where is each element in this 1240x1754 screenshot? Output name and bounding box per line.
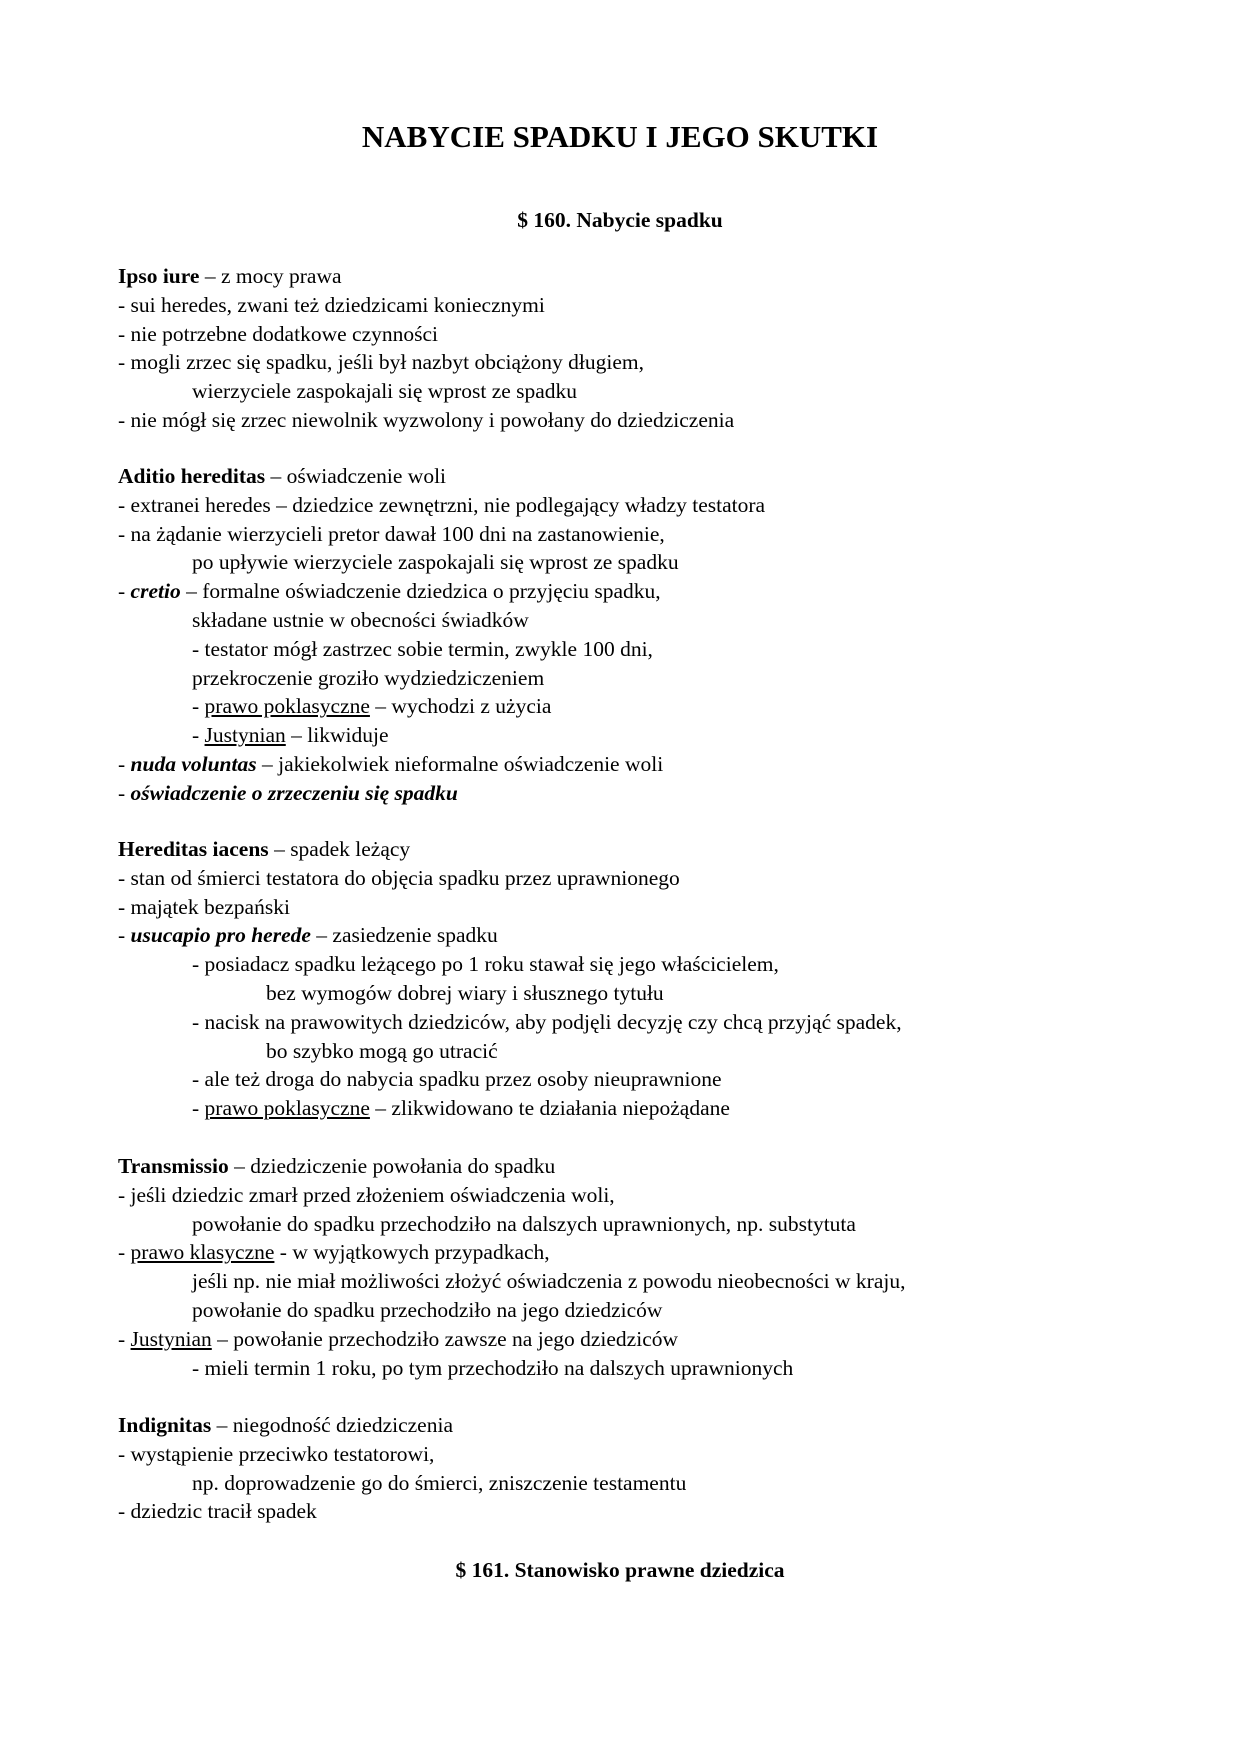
list-item: - extranei heredes – dziedzice zewnętrzni, nie podlegający władzy testatora — [118, 492, 766, 517]
document-title: NABYCIE SPADKU I JEGO SKUTKI — [361, 119, 879, 154]
list-item — [118, 577, 1138, 606]
term-hereditas-iacens: Hereditas iacens — [118, 837, 269, 861]
dash: - — [118, 780, 131, 805]
term-definition: – niegodność dziedziczenia — [211, 1413, 453, 1437]
sub-list-item — [118, 1094, 1138, 1123]
term-line — [118, 262, 1138, 291]
item-text: – formalne oświadczenie dziedzica o przyjęciu spadku, — [180, 579, 661, 604]
list-item-continuation: bez wymogów dobrej wiary i słusznego tytułu — [266, 980, 664, 1005]
term-usucapio-pro-herede: usucapio pro herede — [130, 923, 311, 948]
sub-list-item: - nacisk na prawowitych dziedziców, aby podjęli decyzję czy chcą przyjąć spadek, — [192, 1009, 902, 1034]
list-item — [118, 921, 1138, 950]
list-item-continuation: wierzyciele zaspokajali się wprost ze spadku — [192, 379, 578, 404]
list-item: - wystąpienie przeciwko testatorowi, — [118, 1441, 435, 1466]
list-item-continuation: bo szybko mogą go utracić — [266, 1038, 498, 1063]
section-heading-160: $ 160. Nabycie spadku — [517, 208, 723, 232]
term-ipso-iure: Ipso iure — [118, 264, 200, 288]
dash: - — [192, 1096, 205, 1121]
item-text: – zasiedzenie spadku — [310, 923, 498, 948]
term-cretio: cretio — [130, 579, 181, 604]
term-definition: – oświadczenie woli — [265, 464, 447, 488]
item-text: – jakiekolwiek nieformalne oświadczenie woli — [256, 751, 664, 776]
sub-list-item: - posiadacz spadku leżącego po 1 roku stawał się jego właścicielem, — [192, 952, 779, 977]
sub-list-item: - ale też droga do nabycia spadku przez osoby nieuprawnione — [192, 1067, 722, 1092]
list-item — [118, 779, 1138, 808]
list-item — [118, 1325, 1138, 1354]
section-indignitas — [118, 1411, 1138, 1526]
term-transmissio: Transmissio — [118, 1154, 229, 1178]
list-item: - sui heredes, zwani też dziedzicami koniecznymi — [118, 292, 545, 317]
dash: - — [118, 1240, 131, 1265]
dash: - — [118, 751, 131, 776]
sub-list-item — [118, 721, 1138, 750]
term-line — [118, 835, 1138, 864]
item-text: – wychodzi z użycia — [369, 694, 552, 719]
underlined-term: prawo poklasyczne — [204, 694, 370, 719]
list-item-continuation: np. doprowadzenie go do śmierci, zniszczenie testamentu — [192, 1470, 687, 1495]
list-item-continuation: składane ustnie w obecności świadków — [192, 607, 529, 632]
list-item-continuation: powołanie do spadku przechodziło na dalszych uprawnionych, np. substytuta — [192, 1211, 856, 1236]
section-heading-161: $ 161. Stanowisko prawne dziedzica — [455, 1558, 785, 1582]
list-item: - dziedzic tracił spadek — [118, 1499, 317, 1524]
term-indignitas: Indignitas — [118, 1413, 212, 1437]
section-transmissio — [118, 1152, 1138, 1382]
list-item-continuation: przekroczenie groziło wydziedziczeniem — [192, 665, 545, 690]
list-item — [118, 750, 1138, 779]
section-hereditas-iacens — [118, 835, 1138, 1123]
underlined-term: prawo poklasyczne — [204, 1096, 370, 1121]
list-item: - jeśli dziedzic zmarł przed złożeniem oświadczenia woli, — [118, 1182, 615, 1207]
term-line — [118, 462, 1138, 491]
term-definition: – dziedziczenie powołania do spadku — [228, 1154, 556, 1178]
term-line — [118, 1152, 1138, 1181]
list-item: - nie potrzebne dodatkowe czynności — [118, 321, 438, 346]
dash: - — [192, 723, 205, 748]
sub-list-item: - mieli termin 1 roku, po tym przechodziło na dalszych uprawnionych — [192, 1355, 794, 1380]
term-oswiadczenie: oświadczenie o zrzeczeniu się spadku — [130, 780, 458, 805]
list-item-continuation: powołanie do spadku przechodziło na jego dziedziców — [192, 1297, 663, 1322]
item-text: – zlikwidowano te działania niepożądane — [369, 1096, 730, 1121]
list-item: - stan od śmierci testatora do objęcia spadku przez uprawnionego — [118, 865, 680, 890]
dash: - — [118, 923, 131, 948]
list-item-continuation: jeśli np. nie miał możliwości złożyć oświadczenia z powodu nieobecności w kraju, — [192, 1269, 906, 1294]
list-item: - majątek bezpański — [118, 894, 290, 919]
section-ipso-iure — [118, 262, 1138, 435]
dash: - — [118, 1326, 131, 1351]
underlined-term: Justynian — [130, 1326, 212, 1351]
underlined-term: prawo klasyczne — [130, 1240, 275, 1265]
dash: - — [118, 579, 131, 604]
item-text: – likwiduje — [285, 723, 389, 748]
list-item: - nie mógł się zrzec niewolnik wyzwolony i powołany do dziedziczenia — [118, 407, 735, 432]
item-text: – powołanie przechodziło zawsze na jego dziedziców — [211, 1326, 679, 1351]
term-line — [118, 1411, 1138, 1440]
term-definition: – spadek leżący — [268, 837, 411, 861]
dash: - — [192, 694, 205, 719]
section-aditio-hereditas — [118, 462, 1138, 808]
list-item: - na żądanie wierzycieli pretor dawał 100 dni na zastanowienie, — [118, 521, 665, 546]
item-text: - w wyjątkowych przypadkach, — [274, 1240, 550, 1265]
term-nuda-voluntas: nuda voluntas — [130, 751, 257, 776]
list-item — [118, 1238, 1138, 1267]
underlined-term: Justynian — [204, 723, 286, 748]
term-aditio-hereditas: Aditio hereditas — [118, 464, 266, 488]
sub-list-item — [118, 692, 1138, 721]
list-item-continuation: po upływie wierzyciele zaspokajali się wprost ze spadku — [192, 550, 679, 575]
sub-list-item: - testator mógł zastrzec sobie termin, zwykle 100 dni, — [192, 636, 653, 661]
list-item: - mogli zrzec się spadku, jeśli był nazbyt obciążony długiem, — [118, 350, 645, 375]
term-definition: – z mocy prawa — [199, 264, 342, 288]
